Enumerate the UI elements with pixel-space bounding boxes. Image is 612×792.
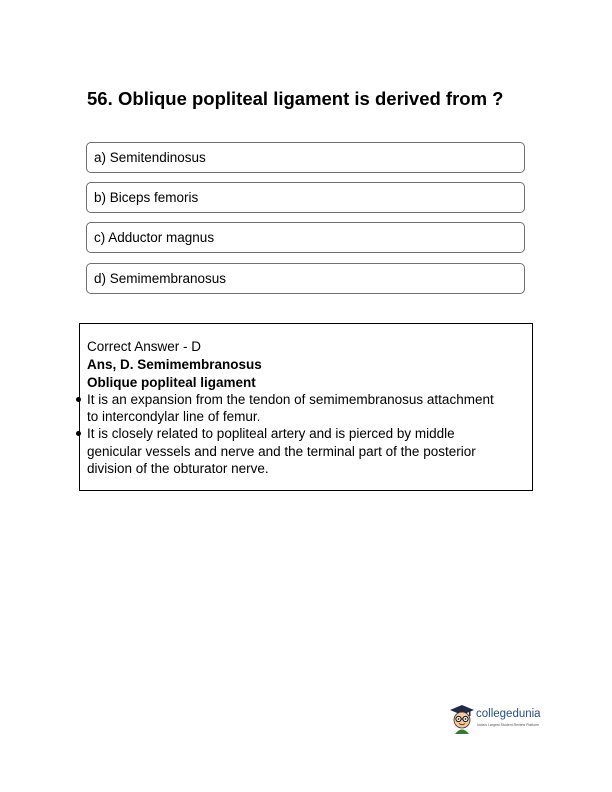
option-a[interactable]: a) Semitendinosus bbox=[86, 142, 525, 173]
question-text: Oblique popliteal ligament is derived from ? bbox=[118, 88, 504, 109]
bullet-2-line-3: division of the obturator nerve. bbox=[87, 461, 269, 476]
question-number: 56. bbox=[87, 88, 113, 109]
bullet-2-line-1: It is closely related to popliteal artery and is pierced by middle bbox=[87, 426, 455, 441]
bullet-1-line-1: It is an expansion from the tendon of semimembranosus attachment bbox=[87, 392, 494, 407]
bullet-icon bbox=[76, 431, 81, 436]
collegedunia-logo bbox=[449, 703, 549, 737]
logo-tagline: India's Largest Student Review Platform bbox=[477, 723, 540, 727]
bullet-icon bbox=[76, 397, 81, 402]
answer-subheading: Oblique popliteal ligament bbox=[87, 375, 256, 390]
mascot-icon bbox=[449, 703, 475, 735]
option-c[interactable]: c) Adductor magnus bbox=[86, 222, 525, 253]
answer-heading: Ans, D. Semimembranosus bbox=[87, 357, 262, 372]
logo-name: collegedunia bbox=[476, 708, 541, 720]
correct-answer-label: Correct Answer - D bbox=[87, 339, 202, 354]
bullet-1-line-2: to intercondylar line of femur. bbox=[87, 409, 261, 424]
option-d[interactable]: d) Semimembranosus bbox=[86, 263, 525, 294]
option-b[interactable]: b) Biceps femoris bbox=[86, 182, 525, 213]
bullet-2-line-2: genicular vessels and nerve and the terminal part of the posterior bbox=[87, 444, 476, 459]
